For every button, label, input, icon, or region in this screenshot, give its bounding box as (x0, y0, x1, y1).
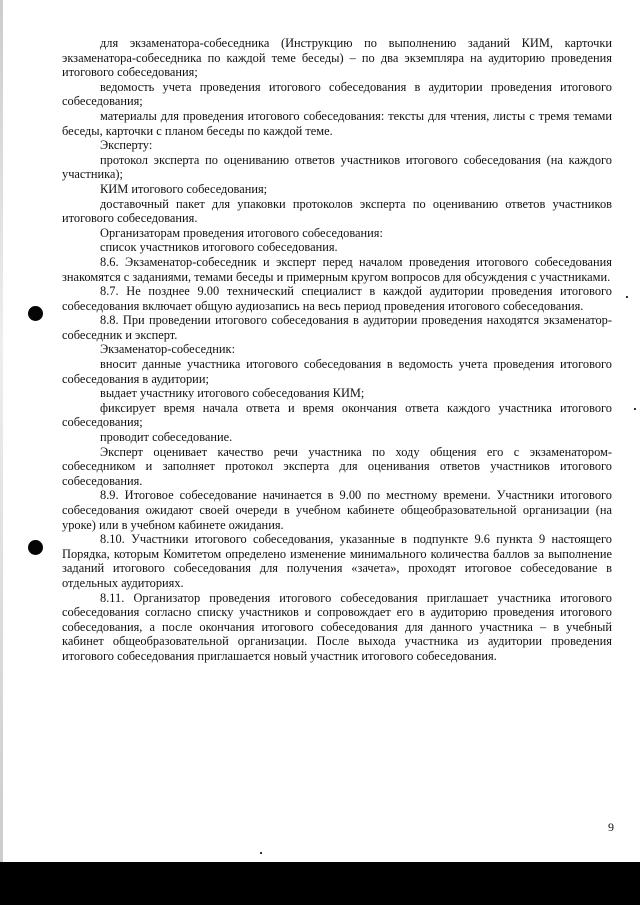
paragraph: Эксперту: (100, 138, 153, 153)
paragraph: протокол эксперта по оцениванию ответов участников итогового собеседования (на каждого участника); (62, 152, 612, 182)
paragraph: проводит собеседование. (100, 430, 233, 445)
paragraph: для экзаменатора-собеседника (Инструкцию по выполнению заданий КИМ, карточки экзаменатора-собеседника по каждой теме беседы) – по два экземпляра на аудиторию проведения итогового собеседования; (62, 36, 612, 80)
paragraph: Эксперт оценивает качество речи участника по ходу общения его с экзаменатором-собеседником и заполняет протокол эксперта для оценивания ответов участников итогового собеседования. (62, 444, 612, 488)
paragraph: ведомость учета проведения итогового собеседования в аудитории проведения итогового собеседования; (62, 79, 612, 109)
paragraph: 8.9. Итоговое собеседование начинается в 9.00 по местному времени. Участники итогового собеседования ожидают своей очереди в учебном кабинете общеобразовательной организации (на уроке) или в учебном кабинете ожидания. (62, 488, 612, 532)
page-number: 9 (608, 820, 614, 834)
paragraph: фиксирует время начала ответа и время окончания ответа каждого участника итогового собеседования; (62, 400, 612, 430)
paragraph: Экзаменатор-собеседник: (100, 342, 236, 357)
scan-edge (0, 0, 3, 862)
paragraph: список участников итогового собеседования. (100, 240, 338, 255)
paragraph: 8.8. При проведении итогового собеседования в аудитории проведения находятся экзаменатор-собеседник и эксперт. (62, 313, 612, 342)
scan-speck (260, 852, 262, 854)
paragraph: 8.10. Участники итогового собеседования, указанные в подпункте 9.6 пункта 9 настоящего Порядка, которым Комитетом определено изменение минимального количества баллов за выполнение заданий итогового собеседования для получения «зачета», проходят итоговое собеседование в отдельных аудиториях. (62, 532, 612, 590)
paragraph: Организаторам проведения итогового собеседования: (100, 225, 383, 240)
scan-border (0, 862, 640, 905)
document-body (62, 36, 612, 664)
scan-speck (626, 296, 628, 298)
paragraph: 8.6. Экзаменатор-собеседник и эксперт перед началом проведения итогового собеседования знакомятся с заданиями, темами беседы и примерным кругом вопросов для обсуждения с участниками. (62, 254, 612, 284)
paragraph: 8.7. Не позднее 9.00 технический специалист в каждой аудитории проведения итогового собеседования включает общую аудиозапись на весь период проведения итогового собеседования. (62, 284, 612, 313)
paragraph: 8.11. Организатор проведения итогового собеседования приглашает участника итогового собеседования согласно списку участников и сопровождает его в аудиторию проведения итогового собеседования, а после окончания итогового собеседования для данного участника – в учебный кабинет общеобразовательной организации. После выхода участника из аудитории проведения итогового собеседования приглашается новый участник итогового собеседования. (62, 590, 612, 663)
paragraph: доставочный пакет для упаковки протоколов эксперта по оцениванию ответов участников итогового собеседования. (62, 196, 612, 226)
paragraph: выдает участнику итогового собеседования КИМ; (100, 386, 365, 401)
paragraph: материалы для проведения итогового собеседования: тексты для чтения, листы с тремя темами беседы, карточки с планом беседы по каждой теме. (62, 108, 612, 138)
paragraph: вносит данные участника итогового собеседования в ведомость учета проведения итогового собеседования в аудитории; (62, 357, 612, 386)
punch-hole (28, 540, 43, 555)
punch-hole (28, 306, 43, 321)
scan-speck (634, 408, 636, 410)
paragraph: КИМ итогового собеседования; (100, 181, 268, 196)
